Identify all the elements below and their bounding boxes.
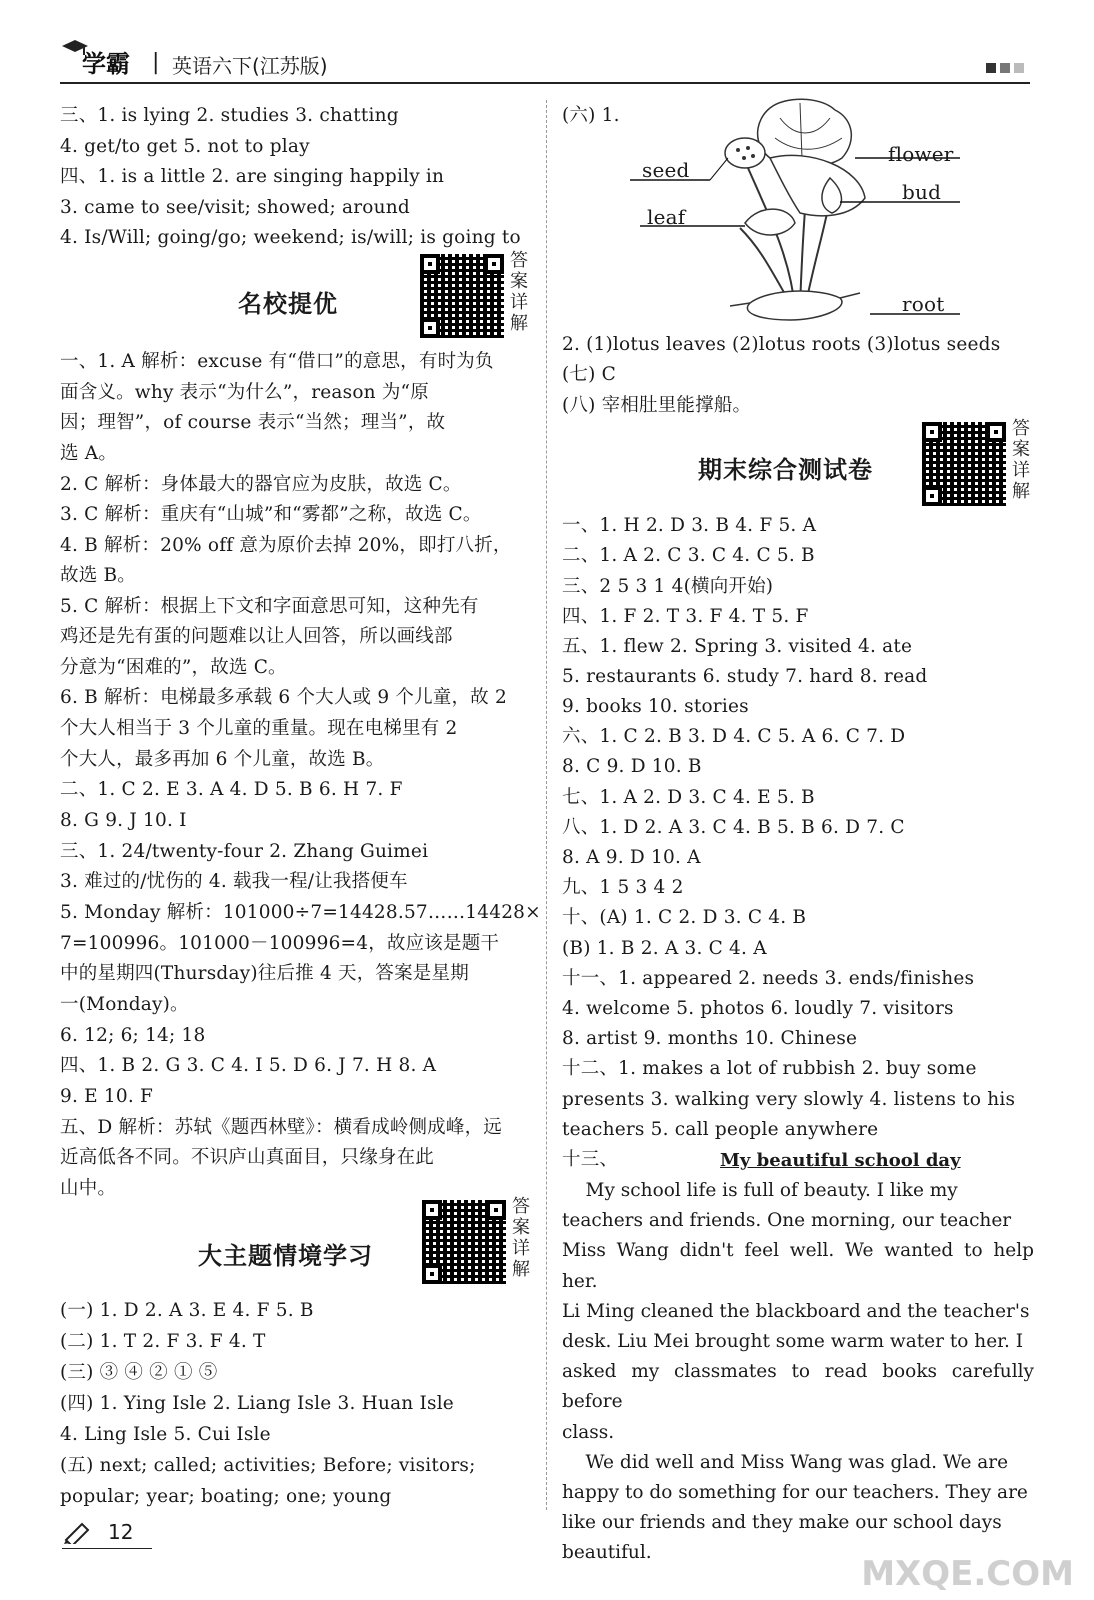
answer-line: 5. Monday 解析：101000÷7=14428.57……14428× bbox=[60, 902, 541, 923]
essay-line: We did well and Miss Wang was glad. We are bbox=[562, 1451, 1009, 1473]
answer-line: (七) C bbox=[562, 364, 616, 385]
watermark-logo: MXQE.COM bbox=[861, 1554, 1074, 1594]
answer-line: 五、1. flew 2. Spring 3. visited 4. ate bbox=[562, 636, 913, 657]
answer-line: (二) 1. T 2. F 3. F 4. T bbox=[60, 1331, 266, 1352]
answer-line: 鸡还是先有蛋的问题难以让人回答，所以画线部 bbox=[60, 626, 453, 647]
answer-line: (三) ③ ④ ② ① ⑤ bbox=[60, 1362, 218, 1383]
essay-line: Miss Wang didn't feel well. We wanted to help her. bbox=[562, 1240, 1034, 1292]
answer-line: 个大人，最多再加 6 个儿童，故选 B。 bbox=[60, 749, 385, 770]
qr-caption: 答案详解 bbox=[512, 1196, 530, 1280]
answer-line: 8. artist 9. months 10. Chinese bbox=[562, 1028, 858, 1049]
answer-line: 六、1. C 2. B 3. D 4. C 5. A 6. C 7. D bbox=[562, 726, 906, 747]
answer-line: 2. (1)lotus leaves (2)lotus roots (3)lotus seeds bbox=[562, 334, 1001, 355]
section-title-qimo: 期末综合测试卷 bbox=[698, 456, 873, 484]
answer-line: 4. B 解析：20% off 意为原价去掉 20%，即打八折， bbox=[60, 535, 512, 556]
answer-line: 五、D 解析：苏轼《题西林壁》：横看成岭侧成峰，远 bbox=[60, 1117, 502, 1138]
header-separator: | bbox=[152, 50, 160, 75]
answer-line: 9. books 10. stories bbox=[562, 696, 749, 717]
essay-line: class. bbox=[562, 1421, 615, 1443]
answer-line: 二、1. A 2. C 3. C 4. C 5. B bbox=[562, 545, 815, 566]
essay-line: My school life is full of beauty. I like my bbox=[562, 1180, 958, 1201]
essay-line: beautiful. bbox=[562, 1542, 652, 1564]
answer-line: 3. 难过的/忧伤的 4. 载我一程/让我搭便车 bbox=[60, 871, 408, 892]
brand-logo: 学霸 bbox=[82, 50, 130, 78]
answer-line: 十一、1. appeared 2. needs 3. ends/finishes bbox=[562, 968, 975, 989]
essay-line: Li Ming cleaned the blackboard and the teacher's bbox=[562, 1300, 1030, 1322]
section-title-mingxiao: 名校提优 bbox=[238, 290, 338, 318]
answer-line: 十、(A) 1. C 2. D 3. C 4. B bbox=[562, 907, 807, 928]
answer-line: 一、1. H 2. D 3. B 4. F 5. A bbox=[562, 515, 817, 536]
essay-line: like our friends and they make our school days bbox=[562, 1512, 1002, 1534]
essay-line: happy to do something for our teachers. They are bbox=[562, 1482, 1028, 1504]
qr-caption: 答案详解 bbox=[1012, 418, 1030, 502]
answer-line: presents 3. walking very slowly 4. listens to his bbox=[562, 1089, 1016, 1110]
answer-line: 故选 B。 bbox=[60, 565, 136, 586]
answer-line: 十二、1. makes a lot of rubbish 2. buy some bbox=[562, 1058, 977, 1079]
answer-line: 9. E 10. F bbox=[60, 1086, 154, 1107]
column-divider bbox=[546, 100, 547, 1510]
answer-line: 九、1 5 3 4 2 bbox=[562, 877, 684, 898]
question-thirteen-label: 十三、 bbox=[562, 1149, 619, 1170]
answer-line: 个大人相当于 3 个儿童的重量。现在电梯里有 2 bbox=[60, 718, 458, 739]
answer-line: 三、1. 24/twenty-four 2. Zhang Guimei bbox=[60, 841, 429, 862]
essay-title: My beautiful school day bbox=[720, 1150, 961, 1171]
answer-line: (B) 1. B 2. A 3. C 4. A bbox=[562, 938, 767, 959]
pencil-icon bbox=[62, 1522, 92, 1544]
essay-body bbox=[562, 1176, 1034, 1569]
question-six-label: (六) 1. bbox=[562, 105, 620, 126]
qr-code bbox=[420, 254, 504, 338]
page-header bbox=[60, 44, 1030, 84]
answer-line: 4. welcome 5. photos 6. loudly 7. visitors bbox=[562, 998, 954, 1019]
essay-line: teachers and friends. One morning, our teacher bbox=[562, 1210, 1012, 1232]
answer-line: 山中。 bbox=[60, 1178, 117, 1199]
answer-line: 七、1. A 2. D 3. C 4. E 5. B bbox=[562, 787, 815, 808]
book-title: 英语六下(江苏版) bbox=[172, 54, 328, 78]
diagram-label-flower: flower bbox=[888, 142, 954, 166]
section-title-dazhuti: 大主题情境学习 bbox=[198, 1242, 373, 1270]
answer-line: 二、1. C 2. E 3. A 4. D 5. B 6. H 7. F bbox=[60, 779, 403, 800]
essay-line: asked my classmates to read books carefully before bbox=[562, 1361, 1034, 1413]
answer-line: 3. C 解析：重庆有“山城”和“雾都”之称，故选 C。 bbox=[60, 504, 482, 525]
answer-line: 4. Is/Will; going/go; weekend; is/will; is going to bbox=[60, 227, 521, 248]
answer-line: 6. 12; 6; 14; 18 bbox=[60, 1025, 206, 1046]
answer-line: 八、1. D 2. A 3. C 4. B 5. B 6. D 7. C bbox=[562, 817, 905, 838]
diagram-label-seed: seed bbox=[642, 158, 690, 182]
answer-line: 因；理智”，of course 表示“当然；理当”，故 bbox=[60, 412, 446, 433]
answer-line: 四、1. F 2. T 3. F 4. T 5. F bbox=[562, 606, 809, 627]
answer-line: 分意为“困难的”，故选 C。 bbox=[60, 657, 287, 678]
page-number: 12 bbox=[108, 1520, 134, 1544]
answer-line: 三、2 5 3 1 4(横向开始) bbox=[562, 576, 774, 597]
answer-line: popular; year; boating; one; young bbox=[60, 1486, 392, 1507]
answer-line: 一、1. A 解析：excuse 有“借口”的意思，有时为负 bbox=[60, 351, 494, 372]
answer-line: (五) next; called; activities; Before; visitors; bbox=[60, 1455, 476, 1476]
diagram-label-bud: bud bbox=[902, 180, 942, 204]
answer-line: 四、1. is a little 2. are singing happily in bbox=[60, 166, 445, 187]
answer-line: 4. get/to get 5. not to play bbox=[60, 136, 310, 157]
answer-line: 面含义。why 表示“为什么”，reason 为“原 bbox=[60, 382, 429, 403]
qr-code bbox=[922, 422, 1006, 506]
diagram-label-leaf: leaf bbox=[647, 205, 686, 229]
answer-line: (四) 1. Ying Isle 2. Liang Isle 3. Huan Isle bbox=[60, 1393, 454, 1414]
essay-line: desk. Liu Mei brought some warm water to her. I bbox=[562, 1331, 1024, 1353]
answer-line: 8. C 9. D 10. B bbox=[562, 756, 702, 777]
answer-line: 三、1. is lying 2. studies 3. chatting bbox=[60, 105, 399, 126]
answer-line: 2. C 解析：身体最大的器官应为皮肤，故选 C。 bbox=[60, 474, 462, 495]
header-squares bbox=[982, 58, 1024, 77]
qr-code bbox=[422, 1200, 506, 1284]
header-rule bbox=[60, 82, 1030, 84]
answer-line: 中的星期四(Thursday)往后推 4 天，答案是星期 bbox=[60, 963, 469, 984]
answer-line: 7=100996。101000－100996=4，故应该是题干 bbox=[60, 933, 500, 954]
answer-line: (八) 宰相肚里能撑船。 bbox=[562, 395, 752, 416]
answer-line: (一) 1. D 2. A 3. E 4. F 5. B bbox=[60, 1300, 314, 1321]
answer-line: 一(Monday)。 bbox=[60, 994, 189, 1015]
answer-line: 3. came to see/visit; showed; around bbox=[60, 197, 410, 218]
answer-line: 8. A 9. D 10. A bbox=[562, 847, 701, 868]
answer-line: 选 A。 bbox=[60, 443, 118, 464]
answer-line: 四、1. B 2. G 3. C 4. I 5. D 6. J 7. H 8. A bbox=[60, 1055, 437, 1076]
answer-line: 8. G 9. J 10. I bbox=[60, 810, 187, 831]
answer-line: 5. C 解析：根据上下文和字面意思可知，这种先有 bbox=[60, 596, 479, 617]
answer-line: 近高低各不同。不识庐山真面目，只缘身在此 bbox=[60, 1147, 435, 1168]
footer-rule bbox=[62, 1548, 152, 1549]
answer-line: 6. B 解析：电梯最多承载 6 个大人或 9 个儿童，故 2 bbox=[60, 687, 507, 708]
diagram-label-root: root bbox=[902, 292, 945, 316]
answer-line: teachers 5. call people anywhere bbox=[562, 1119, 879, 1140]
answer-line: 5. restaurants 6. study 7. hard 8. read bbox=[562, 666, 928, 687]
answer-line: 4. Ling Isle 5. Cui Isle bbox=[60, 1424, 271, 1445]
qr-caption: 答案详解 bbox=[510, 250, 528, 334]
